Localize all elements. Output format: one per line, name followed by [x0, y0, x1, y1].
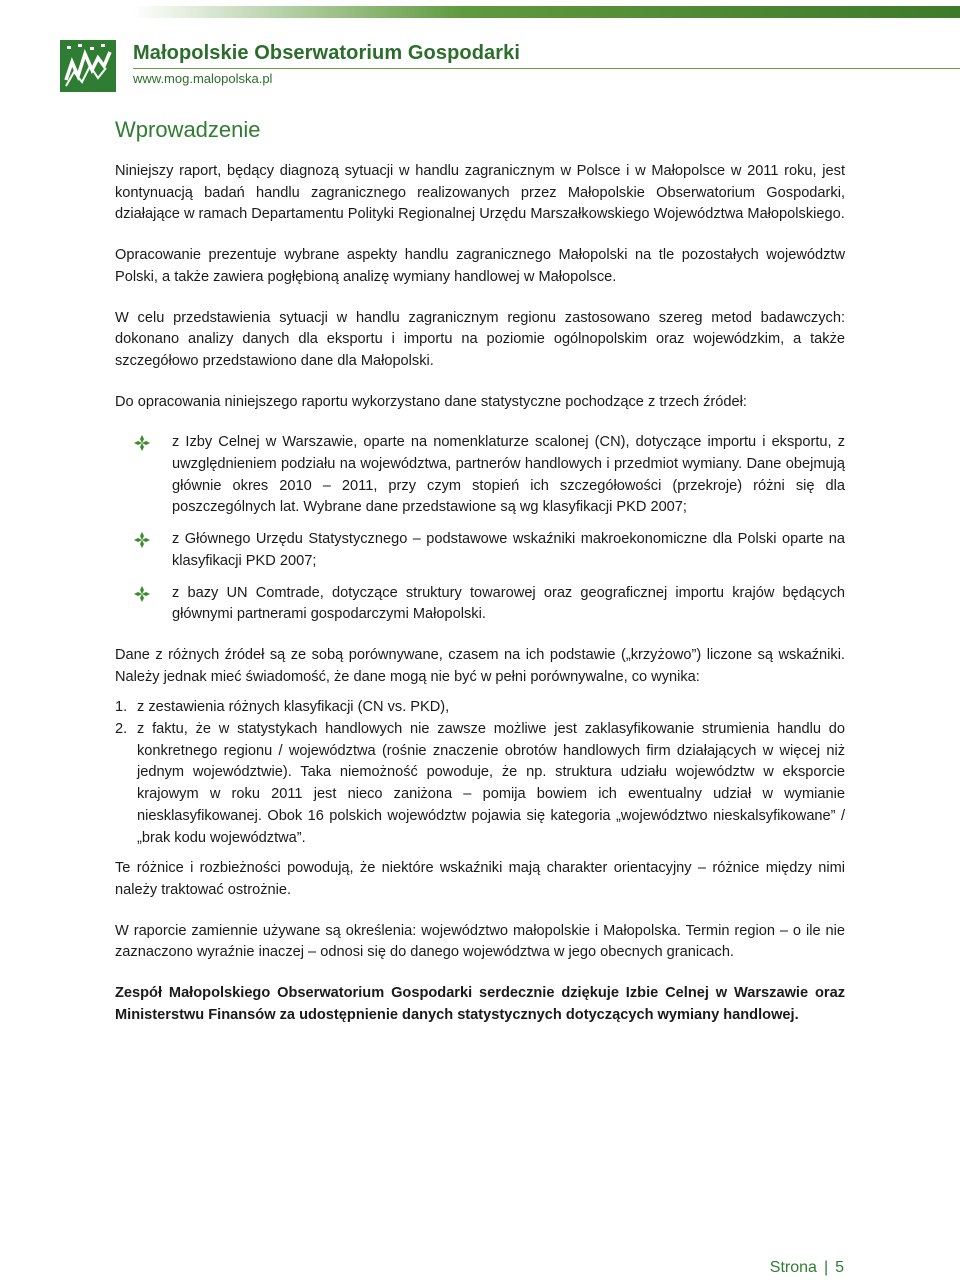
list-number: 1. [115, 699, 128, 716]
sources-intro: Do opracowania niniejszego raportu wykorzystano dane statystyczne pochodzące z trzech źródeł: [115, 393, 747, 410]
list-item [115, 719, 845, 849]
page-label: Strona [769, 1259, 817, 1276]
list-item [115, 697, 845, 719]
acknowledgement-paragraph: Zespół Małopolskiego Obserwatorium Gospodarki serdecznie dziękuje Izbie Celnej w Warszawie oraz Ministerstwu Finansów za udostępnienie danych statystycznych dotyczących wymiany handlowej. [115, 985, 845, 1023]
sources-list [115, 432, 845, 626]
diamond-bullet-icon [133, 532, 151, 548]
page-number: 5 [835, 1259, 844, 1276]
source-text: z Izby Celnej w Warszawie, oparte na nomenklaturze scalonej (CN), dotyczące importu i eksportu, z uwzględnieniem podziału na województwa, partnerów handlowych i przedmiot wymiany. Dane obejmują głównie okres 2010 – 2011, przy czym stopień ich szczegółowości (przekroje) różni się dla poszczególnych lat. Wybrane dane przedstawione są wg klasyfikacji PKD 2007; [172, 434, 845, 516]
reason-text: z faktu, że w statystykach handlowych nie zawsze możliwe jest zaklasyfikowanie strumienia handlu do konkretnego regionu / województwa (rośnie znaczenie obrotów handlowych firm działających w więcej niż jednym województwie). Taka niemożność powoduje, że np. struktura udziału województw w eksporcie krajowym w roku 2011 jest nieco zaniżona – pomija bowiem ich ewentualny udział w wymianie niesklasyfikowanej. Obok 16 polskich województw pojawia się kategoria „województwo nieskalsyfikowane” / „brak kodu województwa”. [137, 721, 845, 846]
section-title: Wprowadzenie [115, 117, 261, 142]
diamond-bullet-icon [133, 586, 151, 602]
header-accent-bar [132, 6, 960, 18]
list-item [115, 432, 845, 519]
page-footer [770, 1259, 844, 1277]
terminology-paragraph: W raporcie zamiennie używane są określenia: województwo małopolskie i Małopolska. Termin region – o ile nie zaznaczono wyraźnie inaczej – odnosi się do danego województwa w jego obecnych granicach. [115, 922, 845, 961]
source-text: z bazy UN Comtrade, dotyczące struktury towarowej oraz geograficznej importu krajów będących głównymi partnerami gospodarczymi Małopolski. [172, 584, 845, 623]
footer-separator: | [823, 1259, 829, 1276]
page-content [115, 116, 845, 1046]
source-text: z Głównego Urzędu Statystycznego – podstawowe wskaźniki makroekonomiczne dla Polski oparte na klasyfikacji PKD 2007; [172, 531, 845, 569]
list-number: 2. [115, 721, 128, 738]
organization-url: www.mog.malopolska.pl [133, 71, 273, 86]
mog-logo-icon [60, 40, 116, 92]
header-divider [133, 68, 960, 69]
comparability-paragraph: Dane z różnych źródeł są ze sobą porównywane, czasem na ich podstawie („krzyżowo”) liczone są wskaźniki. Należy jednak mieć świadomość, że dane mogą nie być w pełni porównywalne, co wynika: [115, 646, 845, 685]
organization-name: Małopolskie Obserwatorium Gospodarki [133, 42, 521, 64]
diamond-bullet-icon [133, 435, 151, 451]
intro-paragraph: Niniejszy raport, będący diagnozą sytuacji w handlu zagranicznym w Polsce i w Małopolsce w 2011 roku, jest kontynuacją badań handlu zagranicznego realizowanych przez Małopolskie Obserwatorium Gospodarki, działające w ramach Departamentu Polityki Regionalnej Urzędu Marszałkowskiego Województwa Małopolskiego. [115, 163, 845, 223]
methods-paragraph: W celu przedstawienia sytuacji w handlu zagranicznym regionu zastosowano szereg metod badawczych: dokonano analizy danych dla eksportu i importu na poziomie ogólnopolskim oraz wojewódzkim, a także szczegółowo przedstawiono dane dla Małopolski. [115, 309, 845, 369]
reasons-list [115, 697, 845, 849]
list-item [115, 529, 845, 572]
reason-text: z zestawienia różnych klasyfikacji (CN vs. PKD), [137, 699, 450, 716]
list-item [115, 583, 845, 626]
scope-paragraph: Opracowanie prezentuje wybrane aspekty handlu zagranicznego Małopolski na tle pozostałych województw Polski, a także zawiera pogłębioną analizę wymiany handlowej w Małopolsce. [115, 247, 845, 285]
caution-paragraph: Te różnice i rozbieżności powodują, że niektóre wskaźniki mają charakter orientacyjny – różnice między nimi należy traktować ostrożnie. [115, 860, 845, 898]
